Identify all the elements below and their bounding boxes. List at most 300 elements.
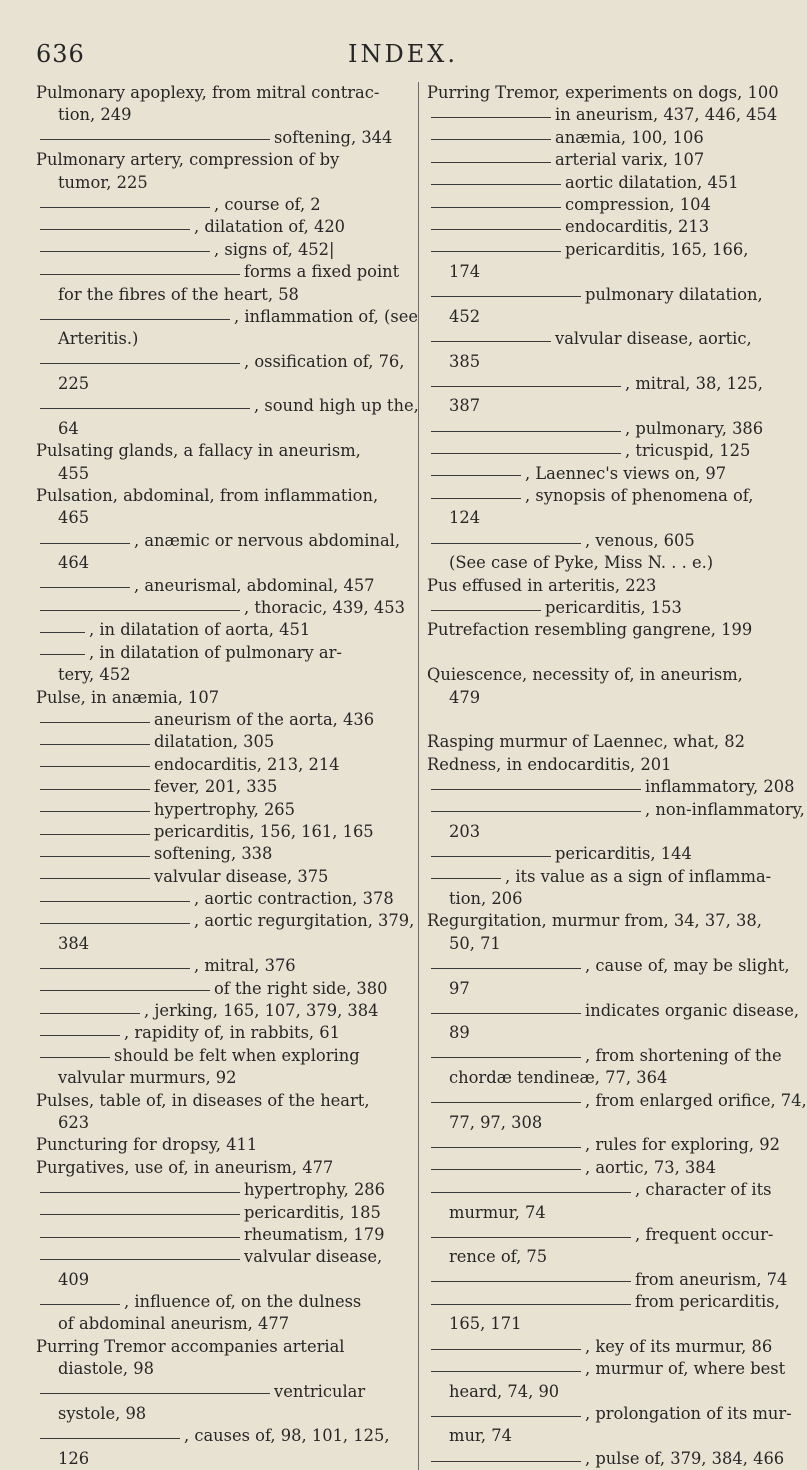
index-entry: [36, 1425, 398, 1447]
entry-text: (See case of Pyke, Miss N. . . e.): [449, 553, 714, 573]
entry-text: , aortic contraction, 378: [194, 889, 394, 909]
entry-text: , character of its: [635, 1180, 772, 1200]
index-entry: [427, 1425, 783, 1447]
entry-text: Pulmonary artery, compression of by: [36, 150, 340, 170]
continuation-dash: [431, 610, 541, 611]
index-entry: [36, 1067, 398, 1089]
entry-text: , jerking, 165, 107, 379, 384: [144, 1001, 379, 1021]
entry-text: 124: [449, 508, 481, 528]
index-entry: [36, 933, 398, 955]
entry-text: anæmia, 100, 106: [555, 127, 704, 147]
entry-text: , influence of, on the dulness: [124, 1292, 362, 1312]
continuation-dash: [40, 363, 240, 364]
index-entry: [36, 1246, 398, 1268]
index-entry: [427, 910, 783, 932]
index-entry: [36, 104, 398, 126]
continuation-dash: [40, 1035, 120, 1036]
index-entry: [427, 1090, 807, 1112]
entry-text: , sound high up the,: [254, 396, 419, 416]
index-entry: [427, 418, 783, 440]
index-entry: [427, 687, 783, 709]
index-entry: [427, 194, 783, 216]
index-entry: [36, 1313, 398, 1335]
entry-text: should be felt when exploring: [114, 1045, 360, 1065]
entry-text: , pulmonary, 386: [625, 418, 764, 438]
entry-text: softening, 338: [154, 844, 273, 864]
entry-text: , Laennec's views on, 97: [525, 463, 727, 483]
index-entry: [36, 821, 398, 843]
entry-text: 174: [449, 262, 481, 282]
continuation-dash: [40, 632, 85, 633]
entry-text: 409: [58, 1269, 90, 1289]
continuation-dash: [431, 1371, 581, 1372]
entry-text: 385: [449, 351, 481, 371]
entry-text: 387: [449, 396, 481, 416]
index-entry: [427, 1067, 783, 1089]
continuation-dash: [40, 274, 240, 275]
index-entry: [36, 485, 398, 507]
entry-text: 165, 171: [449, 1314, 522, 1334]
index-entry: [36, 463, 398, 485]
continuation-dash: [40, 990, 210, 991]
continuation-dash: [40, 878, 150, 879]
index-entry: [36, 1224, 398, 1246]
continuation-dash: [431, 1057, 581, 1058]
index-entry: [36, 1291, 398, 1313]
index-entry: [36, 149, 398, 171]
entry-text: , signs of, 452|: [214, 239, 335, 259]
index-entry: [36, 709, 398, 731]
entry-text: rence of, 75: [449, 1247, 548, 1267]
entry-text: mur, 74: [449, 1426, 512, 1446]
entry-text: heard, 74, 90: [449, 1381, 560, 1401]
entry-text: fever, 201, 335: [154, 777, 278, 797]
entry-text: Purring Tremor accompanies arterial: [36, 1336, 345, 1356]
entry-text: valvular disease,: [244, 1247, 383, 1267]
index-entry: [36, 172, 398, 194]
index-entry: [36, 687, 398, 709]
entry-text: Regurgitation, murmur from, 34, 37, 38,: [427, 911, 762, 931]
entry-text: 89: [449, 1023, 470, 1043]
entry-text: systole, 98: [58, 1404, 147, 1424]
continuation-dash: [431, 162, 551, 163]
continuation-dash: [431, 431, 621, 432]
index-entry: [36, 866, 398, 888]
entry-text: pericarditis, 165, 166,: [565, 239, 749, 259]
index-entry: [427, 216, 783, 238]
index-entry: [36, 1134, 398, 1156]
index-entry: [36, 351, 405, 373]
entry-text: valvular disease, aortic,: [555, 329, 752, 349]
right-column: [418, 82, 807, 1470]
continuation-dash: [40, 856, 150, 857]
entry-text: aneurism of the aorta, 436: [154, 709, 375, 729]
entry-text: , mitral, 376: [194, 956, 296, 976]
continuation-dash: [431, 1416, 581, 1417]
index-entry: [36, 1112, 398, 1134]
continuation-dash: [40, 1057, 110, 1058]
continuation-dash: [431, 341, 551, 342]
continuation-dash: [431, 139, 551, 140]
entry-text: Puncturing for dropsy, 411: [36, 1135, 258, 1155]
entry-text: , its value as a sign of inflamma-: [505, 866, 772, 886]
index-entry: [36, 261, 398, 283]
index-entry: [427, 284, 783, 306]
entry-text: , anæmic or nervous abdominal,: [134, 530, 401, 550]
entry-text: , murmur of, where best: [585, 1359, 786, 1379]
index-entry: [427, 642, 783, 664]
continuation-dash: [40, 744, 150, 745]
continuation-dash: [40, 543, 130, 544]
index-entry: [427, 1336, 783, 1358]
index-entry: [36, 1403, 398, 1425]
index-entry: [427, 261, 783, 283]
continuation-dash: [40, 251, 210, 252]
index-entry: [36, 507, 398, 529]
index-entry: [427, 485, 783, 507]
entry-text: Pulses, table of, in diseases of the heart,: [36, 1090, 370, 1110]
index-entry: [427, 1269, 788, 1291]
continuation-dash: [40, 1259, 240, 1260]
index-entry: [427, 440, 783, 462]
continuation-dash: [40, 139, 270, 140]
entry-text: ventricular: [274, 1381, 366, 1401]
continuation-dash: [431, 968, 581, 969]
entry-text: , causes of, 98, 101, 125,: [184, 1426, 390, 1446]
entry-text: 623: [58, 1112, 90, 1132]
index-columns: [36, 82, 807, 1470]
entry-text: Purring Tremor, experiments on dogs, 100: [427, 83, 779, 102]
index-entry: [427, 351, 783, 373]
index-entry: [427, 552, 783, 574]
index-entry: [427, 1157, 783, 1179]
index-entry: [36, 194, 398, 216]
index-entry: [36, 910, 415, 932]
entry-text: indicates organic disease,: [585, 1001, 800, 1021]
continuation-dash: [40, 834, 150, 835]
continuation-dash: [431, 811, 641, 812]
page-title: INDEX.: [348, 40, 458, 68]
entry-text: chordæ tendineæ, 77, 364: [449, 1068, 668, 1088]
index-entry: [36, 552, 398, 574]
continuation-dash: [431, 1304, 631, 1305]
continuation-dash: [40, 923, 190, 924]
entry-text: , tricuspid, 125: [625, 441, 751, 461]
index-entry: [36, 1000, 398, 1022]
continuation-dash: [431, 184, 561, 185]
entry-text: tumor, 225: [58, 172, 148, 192]
index-entry: [427, 597, 783, 619]
index-entry: [427, 1381, 783, 1403]
continuation-dash: [431, 296, 581, 297]
index-entry: [36, 373, 398, 395]
index-entry: [427, 507, 783, 529]
entry-text: Redness, in endocarditis, 201: [427, 754, 672, 774]
index-entry: [36, 418, 398, 440]
entry-text: Rasping murmur of Laennec, what, 82: [427, 732, 745, 752]
entry-text: endocarditis, 213: [565, 217, 710, 237]
entry-text: in aneurism, 437, 446, 454: [555, 105, 778, 125]
continuation-dash: [40, 789, 150, 790]
entry-text: , cause of, may be slight,: [585, 956, 790, 976]
entry-text: 126: [58, 1448, 90, 1468]
index-entry: [427, 530, 783, 552]
entry-text: forms a fixed point: [244, 262, 400, 282]
index-entry: [36, 239, 398, 261]
entry-text: , aortic, 73, 384: [585, 1157, 717, 1177]
index-entry: [427, 127, 783, 149]
index-entry: [427, 1224, 783, 1246]
index-entry: [427, 239, 783, 261]
index-entry: [427, 1246, 783, 1268]
entry-text: 384: [58, 933, 90, 953]
entry-text: 452: [449, 306, 481, 326]
index-entry: [427, 754, 783, 776]
index-entry: [427, 776, 795, 798]
continuation-dash: [40, 408, 250, 409]
index-entry: [427, 373, 783, 395]
index-entry: [36, 731, 398, 753]
index-entry: [427, 104, 783, 126]
index-entry: [36, 1157, 398, 1179]
index-entry: [36, 575, 398, 597]
index-entry: [427, 328, 783, 350]
continuation-dash: [40, 1237, 240, 1238]
entry-text: , rapidity of, in rabbits, 61: [124, 1023, 340, 1043]
entry-text: diastole, 98: [58, 1359, 154, 1379]
index-entry: [427, 888, 783, 910]
entry-text: Quiescence, necessity of, in aneurism,: [427, 665, 743, 685]
entry-text: Putrefaction resembling gangrene, 199: [427, 620, 753, 640]
continuation-dash: [40, 811, 150, 812]
index-entry: [36, 1045, 398, 1067]
index-entry: [36, 1336, 398, 1358]
entry-text: 479: [449, 687, 481, 707]
index-entry: [36, 440, 398, 462]
entry-text: Pulsating glands, a fallacy in aneurism,: [36, 441, 361, 461]
entry-text: 465: [58, 508, 90, 528]
entry-text: for the fibres of the heart, 58: [58, 284, 299, 304]
index-entry: [427, 933, 783, 955]
entry-text: rheumatism, 179: [244, 1224, 385, 1244]
entry-text: pericarditis, 156, 161, 165: [154, 821, 374, 841]
continuation-dash: [40, 207, 210, 208]
index-entry: [36, 776, 398, 798]
continuation-dash: [431, 386, 621, 387]
entry-text: , from enlarged orifice, 74,: [585, 1090, 807, 1110]
entry-text: tery, 452: [58, 665, 131, 685]
index-entry: [427, 1134, 783, 1156]
continuation-dash: [40, 1192, 240, 1193]
continuation-dash: [431, 251, 561, 252]
entry-text: hypertrophy, 286: [244, 1180, 386, 1200]
continuation-dash: [431, 1461, 581, 1462]
entry-text: 203: [449, 821, 481, 841]
entry-text: , in dilatation of aorta, 451: [89, 620, 311, 640]
index-entry: [427, 1358, 786, 1380]
continuation-dash: [40, 229, 190, 230]
entry-text: , ossification of, 76,: [244, 351, 405, 371]
index-entry: [36, 306, 418, 328]
continuation-dash: [431, 856, 551, 857]
entry-text: tion, 249: [58, 105, 132, 125]
entry-text: Pulmonary apoplexy, from mitral contrac-: [36, 83, 380, 102]
continuation-dash: [431, 1013, 581, 1014]
entry-text: from pericarditis,: [635, 1292, 780, 1312]
entry-text: aortic dilatation, 451: [565, 172, 739, 192]
entry-text: 50, 71: [449, 933, 501, 953]
index-entry: [36, 664, 398, 686]
continuation-dash: [431, 453, 621, 454]
entry-text: pulmonary dilatation,: [585, 284, 763, 304]
entry-text: 464: [58, 553, 90, 573]
index-entry: [36, 216, 398, 238]
entry-text: pericarditis, 153: [545, 597, 682, 617]
index-entry: [427, 1313, 783, 1335]
left-column: [36, 82, 419, 1470]
index-entry: [427, 395, 783, 417]
entry-text: , frequent occur-: [635, 1224, 774, 1244]
index-entry: [427, 172, 783, 194]
continuation-dash: [431, 1147, 581, 1148]
entry-text: 455: [58, 463, 90, 483]
index-entry: [36, 597, 405, 619]
index-entry: [427, 575, 783, 597]
index-entry: [427, 1045, 783, 1067]
page-number: 636: [36, 40, 85, 68]
index-entry: [427, 955, 790, 977]
continuation-dash: [40, 319, 230, 320]
entry-text: , prolongation of its mur-: [585, 1404, 792, 1424]
entry-text: pericarditis, 185: [244, 1202, 381, 1222]
index-entry: [36, 888, 398, 910]
continuation-dash: [431, 475, 521, 476]
entry-text: Pulsation, abdominal, from inflammation,: [36, 486, 379, 506]
index-entry: [427, 799, 805, 821]
continuation-dash: [431, 789, 641, 790]
entry-text: , rules for exploring, 92: [585, 1135, 780, 1155]
index-entry: [427, 1179, 783, 1201]
entry-text: softening, 344: [274, 127, 393, 147]
index-entry: [36, 1022, 398, 1044]
index-entry: [36, 395, 419, 417]
entry-text: , synopsis of phenomena of,: [525, 486, 754, 506]
continuation-dash: [40, 654, 85, 655]
entry-text: , aortic regurgitation, 379,: [194, 911, 415, 931]
index-entry: [427, 731, 783, 753]
continuation-dash: [40, 587, 130, 588]
entry-text: , in dilatation of pulmonary ar-: [89, 642, 342, 662]
index-entry: [36, 1179, 398, 1201]
index-entry: [36, 127, 398, 149]
continuation-dash: [431, 229, 561, 230]
entry-text: murmur, 74: [449, 1202, 546, 1222]
continuation-dash: [431, 207, 561, 208]
index-entry: [427, 1112, 783, 1134]
continuation-dash: [40, 968, 190, 969]
entry-text: , course of, 2: [214, 194, 321, 214]
entry-text: inflammatory, 208: [645, 777, 795, 797]
continuation-dash: [431, 543, 581, 544]
index-entry: [427, 1000, 800, 1022]
index-entry: [427, 619, 783, 641]
index-entry: [427, 463, 783, 485]
index-entry: [36, 328, 398, 350]
index-entry: [36, 284, 398, 306]
entry-text: of the right side, 380: [214, 978, 388, 998]
index-entry: [427, 82, 783, 104]
continuation-dash: [40, 1304, 120, 1305]
index-entry: [36, 978, 398, 1000]
entry-text: Purgatives, use of, in aneurism, 477: [36, 1157, 334, 1177]
continuation-dash: [40, 1013, 140, 1014]
entry-text: , mitral, 38, 125,: [625, 374, 763, 394]
continuation-dash: [431, 117, 551, 118]
entry-text: , dilatation of, 420: [194, 217, 346, 237]
index-entry: [36, 1381, 398, 1403]
index-entry: [36, 82, 398, 104]
index-entry: [427, 149, 783, 171]
index-entry: [427, 664, 783, 686]
entry-text: Arteritis.): [58, 329, 139, 349]
continuation-dash: [40, 610, 240, 611]
entry-text: , from shortening of the: [585, 1045, 782, 1065]
entry-text: arterial varix, 107: [555, 150, 705, 170]
entry-text: valvular disease, 375: [154, 866, 329, 886]
continuation-dash: [431, 878, 501, 879]
entry-text: , non-inflammatory,: [645, 799, 805, 819]
index-entry: [36, 642, 398, 664]
entry-text: 64: [58, 418, 79, 438]
entry-text: , venous, 605: [585, 530, 695, 550]
continuation-dash: [431, 498, 521, 499]
entry-text: tion, 206: [449, 889, 523, 909]
entry-text: 97: [449, 978, 470, 998]
index-entry: [36, 843, 398, 865]
entry-text: , inflammation of, (see: [234, 306, 418, 326]
index-entry: [427, 1022, 783, 1044]
index-entry: [36, 754, 398, 776]
index-entry: [427, 1403, 792, 1425]
index-entry: [427, 306, 783, 328]
index-entry: [36, 1358, 398, 1380]
index-entry: [36, 1269, 398, 1291]
continuation-dash: [40, 1214, 240, 1215]
continuation-dash: [431, 1237, 631, 1238]
entry-text: , aneurismal, abdominal, 457: [134, 575, 375, 595]
page-header: [36, 40, 770, 70]
entry-text: , thoracic, 439, 453: [244, 597, 405, 617]
index-entry: [427, 709, 783, 731]
index-entry: [36, 1090, 398, 1112]
continuation-dash: [431, 1169, 581, 1170]
entry-text: pericarditis, 144: [555, 844, 692, 864]
continuation-dash: [40, 1438, 180, 1439]
index-entry: [427, 1291, 783, 1313]
continuation-dash: [40, 1393, 270, 1394]
index-entry: [427, 821, 783, 843]
index-entry: [427, 843, 783, 865]
entry-text: endocarditis, 213, 214: [154, 754, 340, 774]
entry-text: compression, 104: [565, 194, 711, 214]
index-entry: [427, 1202, 783, 1224]
entry-text: 77, 97, 308: [449, 1112, 543, 1132]
continuation-dash: [431, 1102, 581, 1103]
entry-text: from aneurism, 74: [635, 1269, 788, 1289]
index-entry: [36, 530, 401, 552]
entry-text: 225: [58, 374, 90, 394]
index-entry: [427, 1448, 783, 1470]
